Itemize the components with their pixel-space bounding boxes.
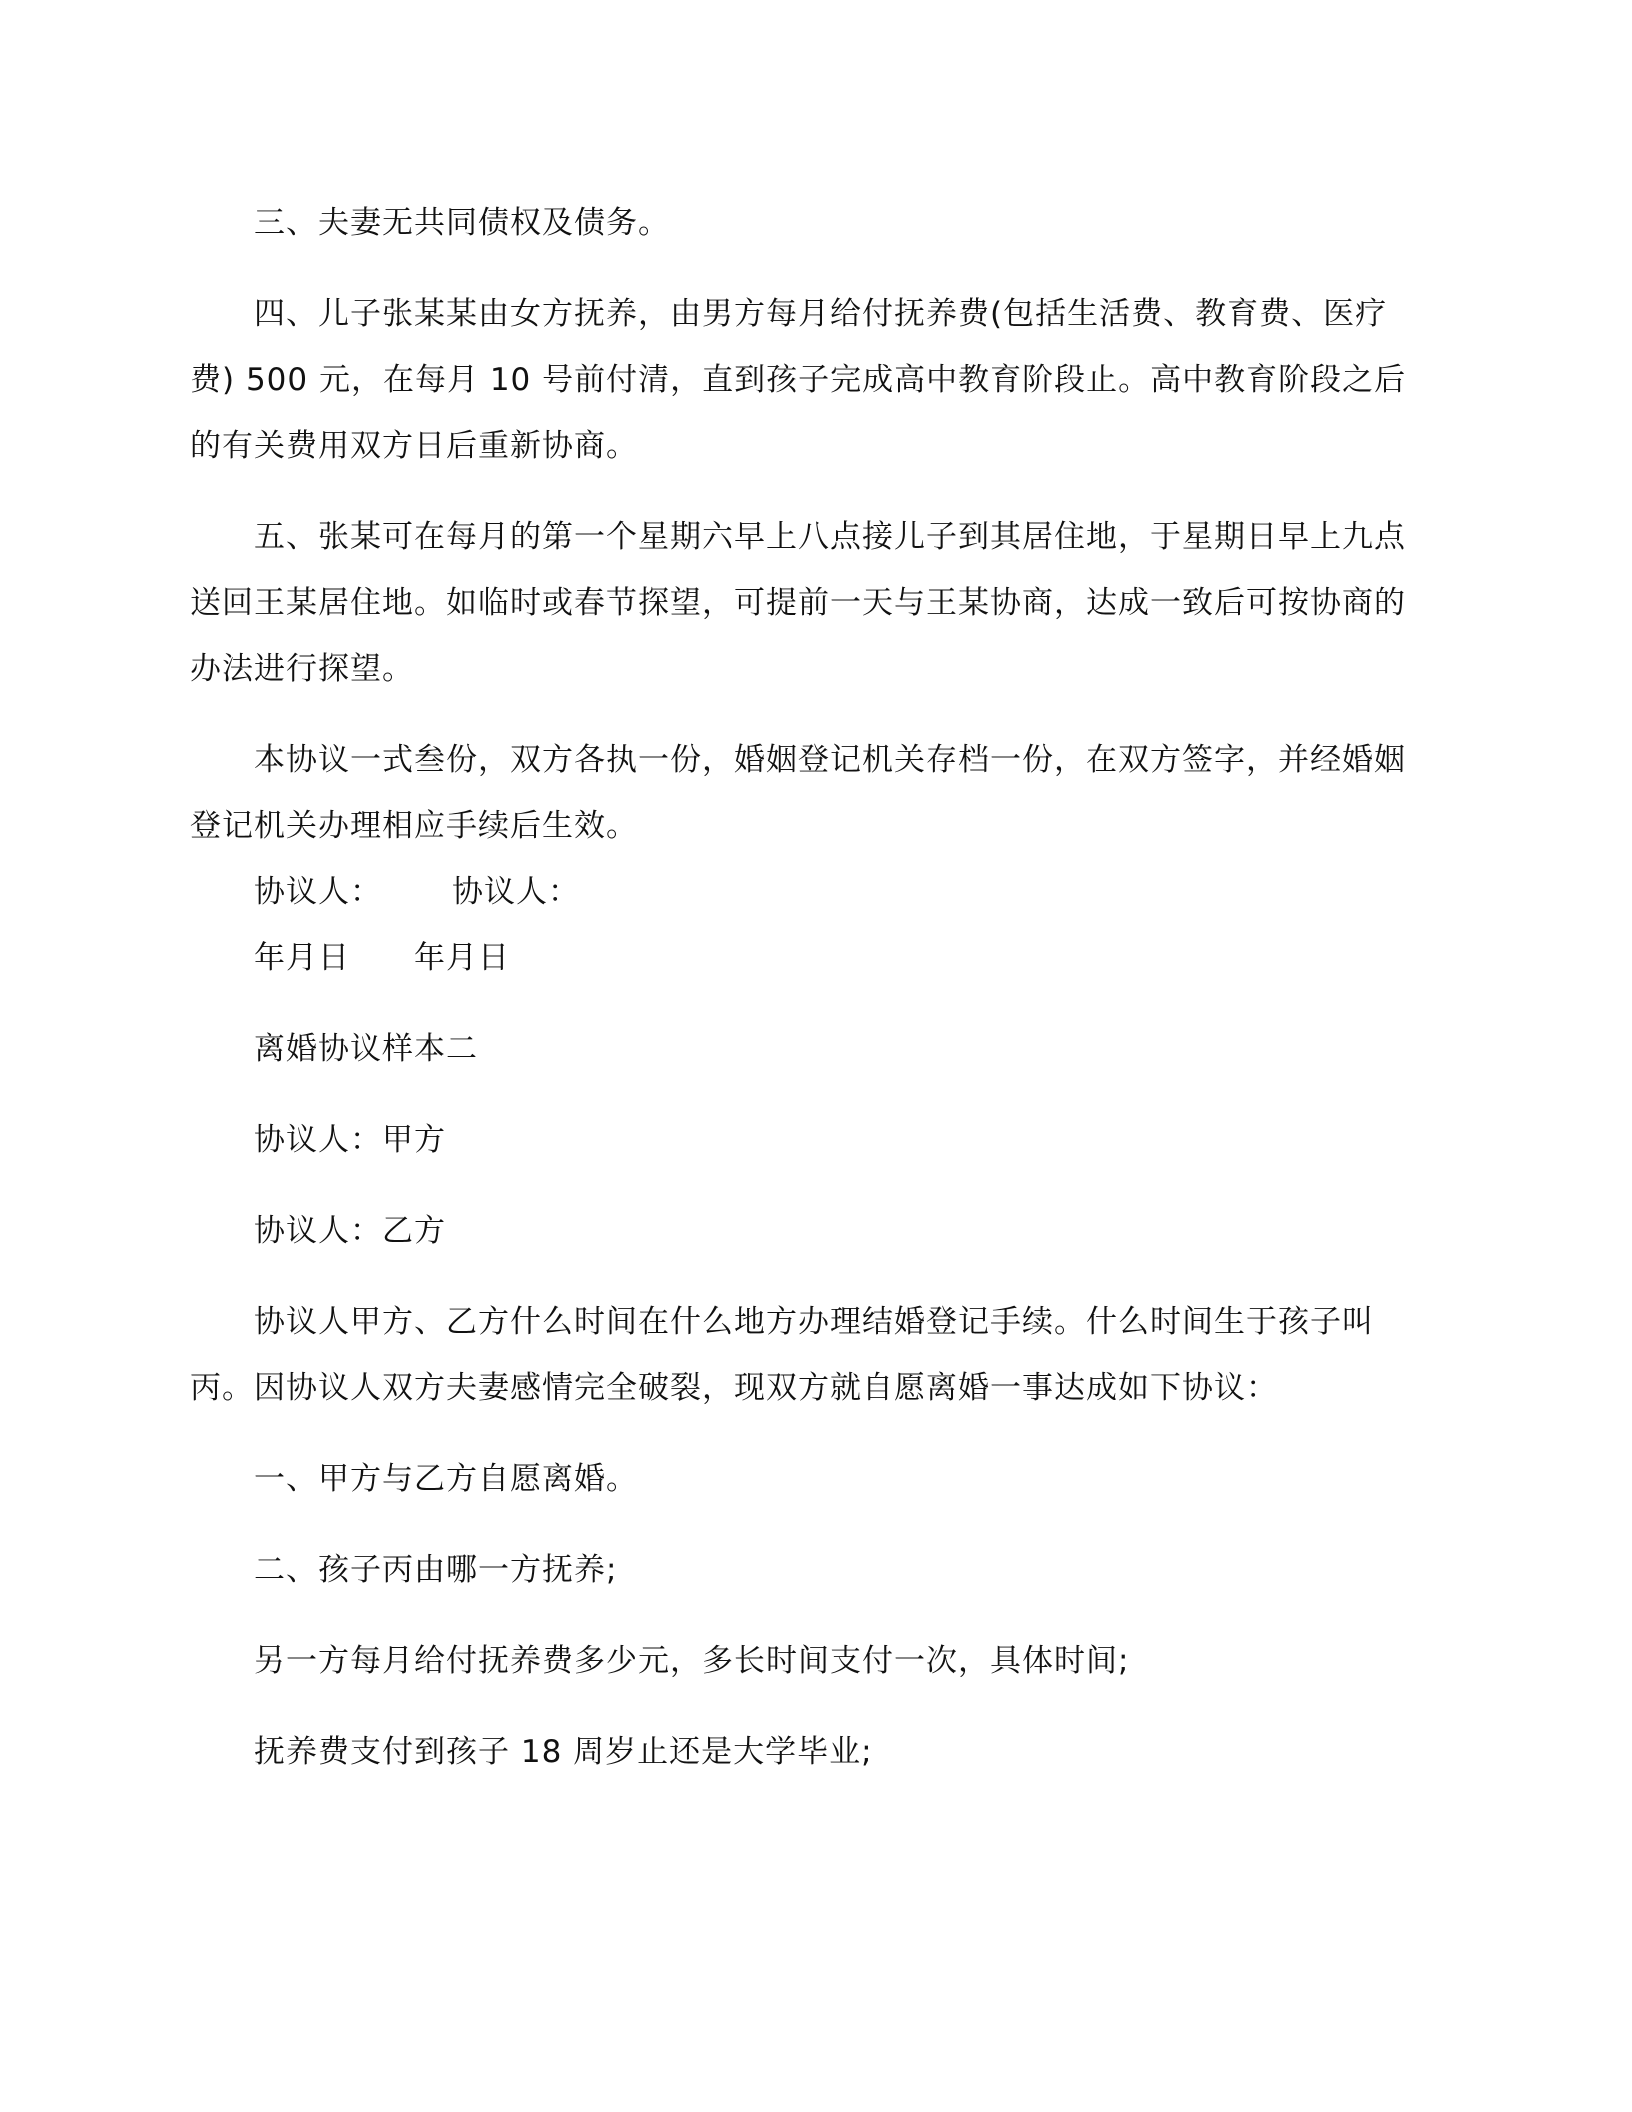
clause-4: 四、儿子张某某由女方抚养，由男方每月给付抚养费(包括生活费、教育费、医疗费) 500 元，在每月 10 号前付清，直到孩子完成高中教育阶段止。高中教育阶段之后的有关费用双方日后重新协商。	[190, 296, 1407, 464]
date-party-a: 年月日	[254, 940, 350, 976]
sample-2-item-3: 另一方每月给付抚养费多少元，多长时间支付一次，具体时间;	[254, 1643, 1130, 1679]
sample-2-item-2: 二、孩子丙由哪一方抚养;	[254, 1552, 618, 1588]
document-body	[190, 190, 1430, 1785]
sample-2-title: 离婚协议样本二	[254, 1031, 478, 1067]
date-row	[190, 925, 1430, 991]
effectiveness-clause: 本协议一式叁份，双方各执一份，婚姻登记机关存档一份，在双方签字，并经婚姻登记机关办理相应手续后生效。	[190, 742, 1406, 844]
clause-3: 三、夫妻无共同债权及债务。	[254, 205, 670, 241]
date-party-b: 年月日	[414, 940, 510, 976]
sample-2-party-b: 协议人：乙方	[254, 1213, 446, 1249]
sample-2-party-a: 协议人：甲方	[254, 1122, 446, 1158]
clause-5: 五、张某可在每月的第一个星期六早上八点接儿子到其居住地，于星期日早上九点送回王某居住地。如临时或春节探望，可提前一天与王某协商，达成一致后可按协商的办法进行探望。	[190, 519, 1406, 687]
signature-row	[190, 859, 1430, 925]
sample-2-item-1: 一、甲方与乙方自愿离婚。	[254, 1461, 638, 1497]
sample-2-item-4: 抚养费支付到孩子 18 周岁止还是大学毕业;	[254, 1734, 873, 1770]
sample-2-intro: 协议人甲方、乙方什么时间在什么地方办理结婚登记手续。什么时间生于孩子叫丙。因协议人双方夫妻感情完全破裂，现双方就自愿离婚一事达成如下协议：	[190, 1304, 1374, 1406]
signature-party-b: 协议人：	[452, 874, 580, 910]
signature-party-a: 协议人：	[254, 874, 382, 910]
